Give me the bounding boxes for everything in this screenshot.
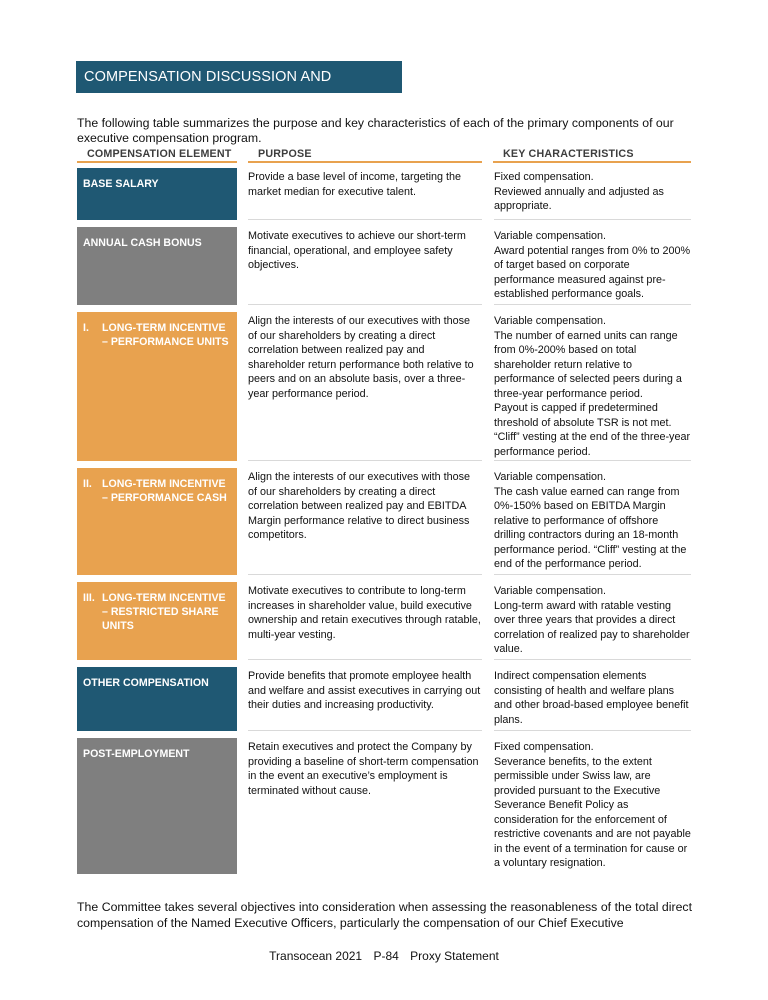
purpose-text: Provide a base level of income, targeting the market median for executive talent. xyxy=(248,171,462,198)
element-label: ANNUAL CASH BONUS xyxy=(83,237,202,249)
purpose-text: Align the interests of our executives with those of our shareholders by creating a direct correlation between realized pay and EBITDA Margin performance relative to direct business competitors. xyxy=(248,471,471,541)
row-divider xyxy=(494,574,691,575)
key-line: Reviewed annually and adjusted as appropriate. xyxy=(494,185,664,212)
key-line: Severance benefits, to the extent permissible under Swiss law, are provided pursuant to the Executive Severance Benefit Policy as consideration for the enforcement of restrictive covenants and are not payable in the event of a termination for cause or a voluntary resignation. xyxy=(494,755,691,869)
key-line: Payout is capped if predetermined threshold of absolute TSR is not met. xyxy=(494,402,672,429)
footer-company: Transocean 2021 xyxy=(269,949,363,963)
element-cell xyxy=(77,312,237,461)
key-line: Variable compensation. xyxy=(494,471,607,483)
row-divider xyxy=(494,460,691,461)
row-divider xyxy=(248,304,482,305)
row-divider xyxy=(248,574,482,575)
element-number: III. xyxy=(83,592,95,604)
table-row-annual-cash-bonus xyxy=(77,227,691,305)
table-row-other-compensation xyxy=(77,667,691,731)
row-divider xyxy=(494,304,691,305)
element-label: LONG-TERM INCENTIVE – RESTRICTED SHARE UNITS xyxy=(102,592,226,632)
key-line: Variable compensation. xyxy=(494,230,607,242)
key-line: Variable compensation. xyxy=(494,315,607,327)
closing-paragraph: The Committee takes several objectives into consideration when assessing the reasonableness of the total direct compensation of the Named Executive Officers, particularly the compensation of our Chief Executive xyxy=(77,900,692,931)
row-divider xyxy=(494,659,691,660)
column-header-element: COMPENSATION ELEMENT xyxy=(77,147,237,163)
key-characteristics xyxy=(494,584,691,657)
element-cell xyxy=(77,667,237,731)
row-divider xyxy=(248,219,482,220)
element-label: LONG-TERM INCENTIVE – PERFORMANCE CASH xyxy=(102,478,227,504)
row-divider xyxy=(494,730,691,731)
purpose-text: Motivate executives to achieve our short-term financial, operational, and employee safety objectives. xyxy=(248,230,466,271)
key-line: The cash value earned can range from 0%-150% based on EBITDA Margin relative to performance of offshore drilling contractors during an 18-month performance period. “Cliff” vesting at the end of the performance period. xyxy=(494,485,687,570)
key-line: The number of earned units can range from 0%-200% based on total shareholder return relative to performance of selected peers during a three-year performance period. xyxy=(494,329,682,400)
element-cell xyxy=(77,738,237,874)
element-cell xyxy=(77,468,237,575)
key-characteristics xyxy=(494,740,691,871)
table-row-post-employment xyxy=(77,738,691,874)
column-header-key-characteristics: KEY CHARACTERISTICS xyxy=(493,147,691,163)
element-label: BASE SALARY xyxy=(83,178,159,190)
row-divider xyxy=(248,460,482,461)
table-row-lti-restricted-share-units xyxy=(77,582,691,660)
key-line: Variable compensation. xyxy=(494,585,607,597)
key-characteristics xyxy=(494,170,691,214)
element-cell xyxy=(77,227,237,305)
purpose-text: Motivate executives to contribute to long-term increases in shareholder value, build executive ownership and retain executives through ratable, multi-year vesting. xyxy=(248,585,481,641)
purpose-text: Align the interests of our executives with those of our shareholders by creating a direct correlation between realized pay and shareholder return performance both relative to peers and on an absolute basis, over a three-year performance period. xyxy=(248,315,474,400)
row-divider xyxy=(494,219,691,220)
column-header-purpose: PURPOSE xyxy=(248,147,482,163)
footer-document: Proxy Statement xyxy=(410,949,499,963)
key-characteristics xyxy=(494,470,691,572)
intro-paragraph: The following table summarizes the purpose and key characteristics of each of the primary components of our executive compensation program. xyxy=(77,116,674,146)
footer-page-number: P-84 xyxy=(373,949,399,963)
table-row-lti-performance-cash xyxy=(77,468,691,575)
key-line: Fixed compensation. xyxy=(494,741,594,753)
purpose-text: Provide benefits that promote employee health and welfare and assist executives in carrying out their duties and increasing productivity. xyxy=(248,670,481,711)
row-divider xyxy=(248,659,482,660)
element-label: OTHER COMPENSATION xyxy=(83,677,209,689)
element-label: POST-EMPLOYMENT xyxy=(83,748,190,760)
table-row-lti-performance-units xyxy=(77,312,691,461)
key-line: Indirect compensation elements consisting of health and welfare plans and other broad-based employee benefit plans. xyxy=(494,670,689,726)
key-line: Award potential ranges from 0% to 200% of target based on corporate performance measured against pre-established performance goals. xyxy=(494,244,691,300)
table-row-base-salary xyxy=(77,168,691,220)
key-line: Long-term award with ratable vesting over three years that provides a direct correlation of realized pay to shareholder value. xyxy=(494,599,690,655)
section-title: COMPENSATION DISCUSSION AND ANALYSIS xyxy=(76,61,402,93)
element-label: LONG-TERM INCENTIVE – PERFORMANCE UNITS xyxy=(102,322,229,348)
purpose-text: Retain executives and protect the Company by providing a baseline of short-term compensation in the event an executive’s employment is terminated without cause. xyxy=(248,741,479,797)
key-line: “Cliff” vesting at the end of the three-year performance period. xyxy=(494,431,691,458)
element-cell xyxy=(77,168,237,220)
element-number: I. xyxy=(83,322,89,334)
element-number: II. xyxy=(83,478,92,490)
key-characteristics xyxy=(494,229,691,302)
page-footer xyxy=(0,949,768,963)
key-characteristics xyxy=(494,669,691,727)
element-cell xyxy=(77,582,237,660)
row-divider xyxy=(248,730,482,731)
key-characteristics xyxy=(494,314,691,459)
key-line: Fixed compensation. xyxy=(494,171,594,183)
